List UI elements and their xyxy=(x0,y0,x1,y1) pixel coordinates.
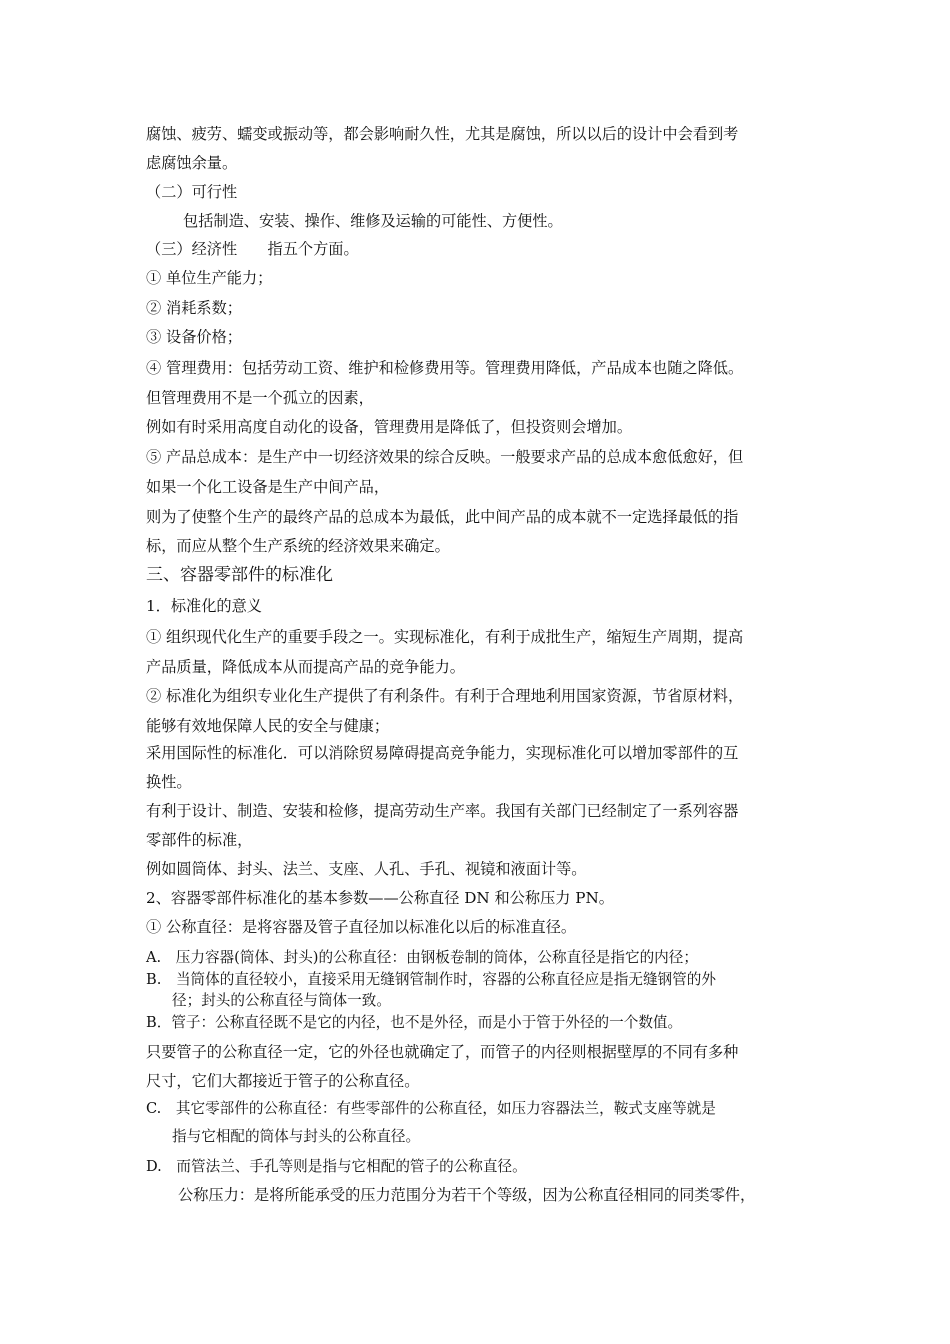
list-item: C. 其它零部件的公称直径：有些零部件的公称直径，如压力容器法兰，鞍式支座等就是 xyxy=(146,1100,716,1117)
text-line: 零部件的标准， xyxy=(146,831,253,849)
list-item: ④ 管理费用：包括劳动工资、维护和检修费用等。管理费用降低，产品成本也随之降低。 xyxy=(146,359,744,377)
list-item: ① 单位生产能力； xyxy=(146,269,273,287)
list-item: ② 消耗系数； xyxy=(146,299,242,317)
section-heading: （二）可行性 xyxy=(146,183,238,201)
text-line: 则为了使整个生产的最终产品的总成本为最低，此中间产品的成本就不一定选择最低的指 xyxy=(146,508,739,526)
subsection-title: 1．标准化的意义 xyxy=(146,597,262,615)
text-line: 尺寸，它们大都接近于管子的公称直径。 xyxy=(146,1072,420,1090)
text-line: 产品质量，降低成本从而提高产品的竞争能力。 xyxy=(146,658,465,676)
section-heading: （三）经济性 指五个方面。 xyxy=(146,240,359,258)
list-item: ① 组织现代化生产的重要手段之一。实现标准化，有利于成批生产，缩短生产周期，提高 xyxy=(146,628,744,646)
list-item: B．管子：公称直径既不是它的内径，也不是外径，而是小于管于外径的一个数值。 xyxy=(146,1014,683,1031)
text-line: 径；封头的公称直径与筒体一致。 xyxy=(172,992,391,1009)
text-line: 例如圆筒体、封头、法兰、支座、人孔、手孔、视镜和液面计等。 xyxy=(146,860,587,878)
text-line: 腐蚀、疲劳、蠕变或振动等，都会影响耐久性，尤其是腐蚀，所以以后的设计中会看到考 xyxy=(146,125,739,143)
text-line: 公称压力：是将所能承受的压力范围分为若干个等级，因为公称直径相同的同类零件， xyxy=(178,1186,756,1204)
text-line: 只要管子的公称直径一定，它的外径也就确定了，而管子的内径则根据壁厚的不同有多种 xyxy=(146,1043,739,1061)
list-item: ③ 设备价格； xyxy=(146,328,242,346)
text-line: 有利于设计、制造、安装和检修，提高劳动生产率。我国有关部门已经制定了一系列容器 xyxy=(146,802,739,820)
list-item: ② 标准化为组织专业化生产提供了有利条件。有利于合理地利用国家资源，节省原材料， xyxy=(146,687,744,705)
text-line: 采用国际性的标准化．可以消除贸易障碍提高竞争能力，实现标准化可以增加零部件的互 xyxy=(146,744,739,762)
section-title: 三、容器零部件的标准化 xyxy=(146,565,333,585)
text-line: 能够有效地保障人民的安全与健康； xyxy=(146,717,389,735)
list-item: B. 当筒体的直径较小，直接采用无缝钢管制作时，容器的公称直径应是指无缝钢管的外 xyxy=(146,971,716,988)
text-line: 包括制造、安装、操作、维修及运输的可能性、方便性。 xyxy=(183,212,563,230)
text-line: 虑腐蚀余量。 xyxy=(146,154,238,172)
text-line: 如果一个化工设备是生产中间产品， xyxy=(146,478,389,496)
list-item: ⑤ 产品总成本：是生产中一切经济效果的综合反映。一般要求产品的总成本愈低愈好，但 xyxy=(146,448,744,466)
text-line: 但管理费用不是一个孤立的因素， xyxy=(146,389,374,407)
text-line: 指与它相配的筒体与封头的公称直径。 xyxy=(172,1128,421,1145)
text-line: 例如有时采用高度自动化的设备，管理费用是降低了，但投资则会增加。 xyxy=(146,418,632,436)
subsection-title: 2、容器零部件标准化的基本参数——公称直径 DN 和公称压力 PN。 xyxy=(146,889,614,907)
text-line: 标，而应从整个生产系统的经济效果来确定。 xyxy=(146,537,450,555)
list-item: ① 公称直径：是将容器及管子直径加以标准化以后的标准直径。 xyxy=(146,918,577,936)
list-item: A. 压力容器(筒体、封头)的公称直径：由钢板卷制的筒体，公称直径是指它的内径； xyxy=(146,949,698,966)
list-item: D. 而管法兰、手孔等则是指与它相配的管子的公称直径。 xyxy=(146,1158,527,1175)
text-line: 换性。 xyxy=(146,773,192,791)
